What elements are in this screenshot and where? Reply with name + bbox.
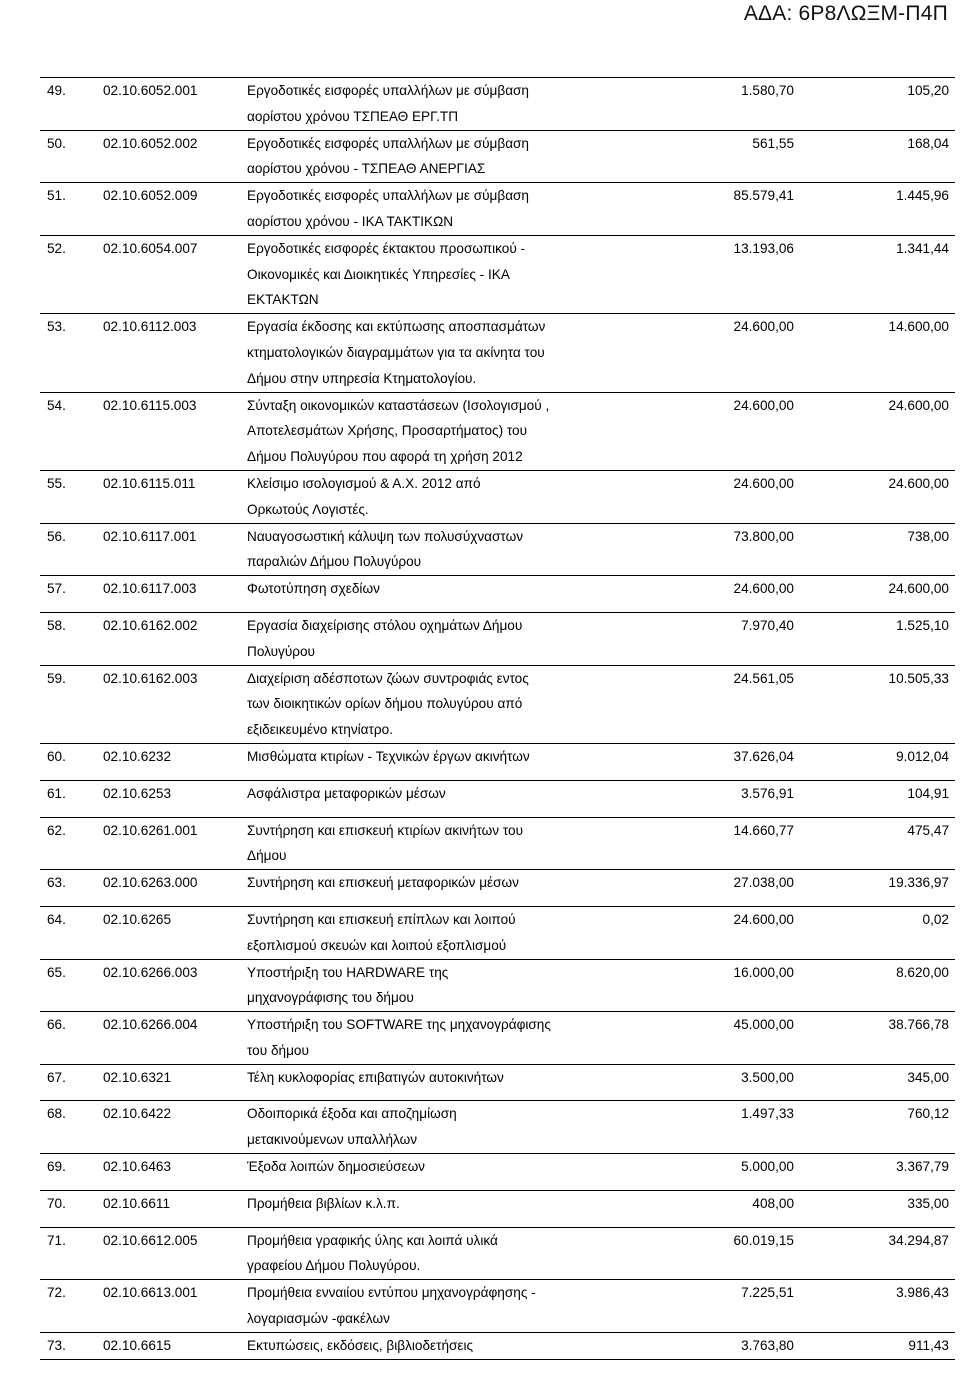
description-line: αορίστου χρόνου ΤΣΠΕΑΘ ΕΡΓ.ΤΠ <box>247 108 459 124</box>
description-line: Τέλη κυκλοφορίας επιβατιγών αυτοκινήτων <box>247 1069 504 1085</box>
description <box>247 907 650 959</box>
amount-budgeted: 73.800,00 <box>733 528 794 544</box>
amount-budgeted: 7.970,40 <box>741 617 794 633</box>
row-number: 72. <box>47 1285 66 1301</box>
description-line: Κλείσιμο ισολογισμού & Α.Χ. 2012 από <box>247 475 481 491</box>
description <box>247 1191 650 1217</box>
row-number: 61. <box>47 785 66 801</box>
description-line: Εργασία έκδοσης και εκτύπωσης αποσπασμάτων <box>247 319 546 335</box>
account-code: 02.10.6266.003 <box>103 964 198 980</box>
row-number: 59. <box>47 670 66 686</box>
table-row <box>40 1154 955 1191</box>
description <box>247 781 650 807</box>
amount-budgeted: 37.626,04 <box>733 748 794 764</box>
account-code: 02.10.6253 <box>103 785 172 801</box>
account-code: 02.10.6052.002 <box>103 135 198 151</box>
description-line: Εργοδοτικές εισφορές έκτακτου προσωπικού - <box>247 240 526 256</box>
amount-spent: 3.986,43 <box>896 1285 949 1301</box>
amount-budgeted: 45.000,00 <box>733 1017 794 1033</box>
description-line: Φωτοτύπηση σχεδίων <box>247 581 380 597</box>
amount-spent: 10.505,33 <box>888 670 949 686</box>
table-row <box>40 131 955 184</box>
amount-budgeted: 60.019,15 <box>733 1232 794 1248</box>
amount-spent: 760,12 <box>907 1106 949 1122</box>
description-line: Πολυγύρου <box>247 643 315 659</box>
description-line: Αποτελεσμάτων Χρήσης, Προσαρτήματος) του <box>247 423 528 439</box>
account-code: 02.10.6612.005 <box>103 1232 198 1248</box>
account-code: 02.10.6054.007 <box>103 240 198 256</box>
row-number: 56. <box>47 528 66 544</box>
description-line: ΕΚΤΑΚΤΩΝ <box>247 292 319 308</box>
description <box>247 1280 650 1332</box>
row-number: 62. <box>47 822 66 838</box>
amount-budgeted: 14.660,77 <box>733 822 794 838</box>
amount-spent: 24.600,00 <box>888 475 949 491</box>
description-line: Δήμου <box>247 848 287 864</box>
description-line: Υποστήριξη του HARDWARE της <box>247 964 449 980</box>
row-number: 52. <box>47 240 66 256</box>
amount-spent: 8.620,00 <box>896 964 949 980</box>
description <box>247 524 650 576</box>
amount-spent: 19.336,97 <box>888 875 949 891</box>
description-line: μετακινούμενων υπαλλήλων <box>247 1132 418 1148</box>
description <box>247 78 650 130</box>
description <box>247 236 650 313</box>
description <box>247 1065 650 1091</box>
description-line: Εργοδοτικές εισφορές υπαλλήλων με σύμβαση <box>247 188 529 204</box>
table-row <box>40 1333 955 1359</box>
table-row <box>40 183 955 236</box>
description-line: Μισθώματα κτιρίων - Τεχνικών έργων ακινήτων <box>247 748 530 764</box>
description-line: Έξοδα λοιπών δημοσιεύσεων <box>247 1159 425 1175</box>
amount-spent: 738,00 <box>907 528 949 544</box>
table-row <box>40 1065 955 1102</box>
description-line: Οδοιπορικά έξοδα και αποζημίωση <box>247 1106 457 1122</box>
amount-budgeted: 24.600,00 <box>733 475 794 491</box>
table-row <box>40 781 955 818</box>
description <box>247 613 650 665</box>
row-number: 51. <box>47 188 66 204</box>
description <box>247 818 650 870</box>
table-row <box>40 1101 955 1154</box>
description-line: Ασφάλιστρα μεταφορικών μέσων <box>247 785 446 801</box>
table-row <box>40 1191 955 1228</box>
description-line: αορίστου χρόνου - ΙΚΑ ΤΑΚΤΙΚΩΝ <box>247 213 454 229</box>
row-number: 65. <box>47 964 66 980</box>
description-line: εξιδεικευμένο κτηνίατρο. <box>247 722 393 738</box>
table-row <box>40 236 955 314</box>
description <box>247 131 650 183</box>
description-line: των διοικητικών ορίων δήμου πολυγύρου από <box>247 696 523 712</box>
amount-budgeted: 16.000,00 <box>733 964 794 980</box>
description-line: Εργοδοτικές εισφορές υπαλλήλων με σύμβαση <box>247 135 529 151</box>
row-number: 63. <box>47 875 66 891</box>
account-code: 02.10.6463 <box>103 1159 172 1175</box>
account-code: 02.10.6265 <box>103 911 172 927</box>
table-row <box>40 471 955 524</box>
row-number: 49. <box>47 83 66 98</box>
amount-budgeted: 3.500,00 <box>741 1069 794 1085</box>
description-line: Συντήρηση και επισκευή κτιρίων ακινήτων του <box>247 822 524 838</box>
row-number: 70. <box>47 1195 66 1211</box>
amount-spent: 3.367,79 <box>896 1159 949 1175</box>
account-code: 02.10.6115.011 <box>103 475 196 491</box>
amount-spent: 9.012,04 <box>896 748 949 764</box>
amount-budgeted: 24.600,00 <box>733 319 794 335</box>
account-code: 02.10.6162.003 <box>103 670 198 686</box>
row-number: 69. <box>47 1159 66 1175</box>
table-row <box>40 576 955 613</box>
description-line: Οικονομικές και Διοικητικές Υπηρεσίες - ΙΚΑ <box>247 266 510 282</box>
row-number: 68. <box>47 1106 66 1122</box>
amount-spent: 168,04 <box>907 135 949 151</box>
table-row <box>40 393 955 471</box>
table-row <box>40 524 955 577</box>
row-number: 66. <box>47 1017 66 1033</box>
amount-budgeted: 408,00 <box>752 1195 794 1211</box>
account-code: 02.10.6162.002 <box>103 617 198 633</box>
account-code: 02.10.6115.003 <box>103 397 197 413</box>
amount-budgeted: 1.497,33 <box>741 1106 794 1122</box>
description-line: μηχανογράφισης του δήμου <box>247 990 414 1006</box>
description <box>247 666 650 743</box>
description-line: Προμήθεια γραφικής ύλης και λοιπά υλικά <box>247 1232 498 1248</box>
account-code: 02.10.6321 <box>103 1069 172 1085</box>
description <box>247 870 650 896</box>
amount-spent: 0,02 <box>922 911 949 927</box>
description <box>247 183 650 235</box>
row-number: 57. <box>47 581 66 597</box>
description-line: του δήμου <box>247 1042 309 1058</box>
description-line: Προμήθεια ενναιίου εντύπου μηχανογράφησης - <box>247 1285 536 1301</box>
account-code: 02.10.6117.003 <box>103 581 197 597</box>
description-line: Συντήρηση και επισκευή επίπλων και λοιπού <box>247 911 516 927</box>
amount-spent: 14.600,00 <box>888 319 949 335</box>
table-row <box>40 744 955 781</box>
row-number: 54. <box>47 397 66 413</box>
description-line: Δήμου Πολυγύρου που αφορά τη χρήση 2012 <box>247 449 523 465</box>
amount-budgeted: 3.763,80 <box>741 1337 794 1353</box>
description <box>247 1154 650 1180</box>
amount-budgeted: 561,55 <box>752 135 794 151</box>
amount-budgeted: 3.576,91 <box>741 785 794 801</box>
amount-spent: 38.766,78 <box>888 1017 949 1033</box>
description-line: Ορκωτούς Λογιστές. <box>247 501 369 517</box>
description <box>247 576 650 602</box>
description-line: Συντήρηση και επισκευή μεταφορικών μέσων <box>247 875 519 891</box>
table-row <box>40 1280 955 1333</box>
row-number: 60. <box>47 748 66 764</box>
amount-spent: 475,47 <box>907 822 949 838</box>
account-code: 02.10.6052.009 <box>103 188 198 204</box>
amount-budgeted: 7.225,51 <box>741 1285 794 1301</box>
amount-budgeted: 85.579,41 <box>733 188 794 204</box>
description <box>247 960 650 1012</box>
table-row <box>40 666 955 744</box>
description-line: αορίστου χρόνου - ΤΣΠΕΑΘ ΑΝΕΡΓΙΑΣ <box>247 161 486 177</box>
amount-budgeted: 1.580,70 <box>741 83 794 98</box>
amount-budgeted: 24.561,05 <box>733 670 794 686</box>
description-line: Εργοδοτικές εισφορές υπαλλήλων με σύμβαση <box>247 83 529 98</box>
description-line: Προμήθεια βιβλίων κ.λ.π. <box>247 1195 400 1211</box>
description-line: Εκτυπώσεις, εκδόσεις, βιβλιοδετήσεις <box>247 1337 474 1353</box>
description <box>247 393 650 470</box>
amount-spent: 1.445,96 <box>896 188 949 204</box>
amount-budgeted: 24.600,00 <box>733 581 794 597</box>
description <box>247 744 650 770</box>
amount-spent: 24.600,00 <box>888 581 949 597</box>
description <box>247 471 650 523</box>
table-row <box>40 314 955 392</box>
table-row <box>40 1228 955 1281</box>
description-line: παραλιών Δήμου Πολυγύρου <box>247 554 422 570</box>
account-code: 02.10.6422 <box>103 1106 172 1122</box>
amount-spent: 1.525,10 <box>896 617 949 633</box>
account-code: 02.10.6052.001 <box>103 83 198 98</box>
account-code: 02.10.6117.001 <box>103 528 197 544</box>
budget-table <box>40 77 955 1360</box>
table-row <box>40 1012 955 1065</box>
amount-spent: 104,91 <box>907 785 949 801</box>
amount-spent: 335,00 <box>907 1195 949 1211</box>
amount-budgeted: 13.193,06 <box>733 240 794 256</box>
description-line: εξοπλισμού σκευών και λοιπού εξοπλισμού <box>247 937 507 953</box>
description <box>247 1012 650 1064</box>
amount-spent: 105,20 <box>907 83 949 98</box>
description-line: Διαχείριση αδέσποτων ζώων συντροφιάς εντος <box>247 670 529 686</box>
row-number: 64. <box>47 911 66 927</box>
account-code: 02.10.6613.001 <box>103 1285 198 1301</box>
row-number: 67. <box>47 1069 66 1085</box>
amount-budgeted: 27.038,00 <box>733 875 794 891</box>
account-code: 02.10.6261.001 <box>103 822 198 838</box>
description-line: Υποστήριξη του SOFTWARE της μηχανογράφισης <box>247 1017 551 1033</box>
description <box>247 1333 650 1359</box>
document-ada-code: ΑΔΑ: 6Ρ8ΛΩΞΜ-Π4Π <box>743 2 948 25</box>
amount-budgeted: 5.000,00 <box>741 1159 794 1175</box>
account-code: 02.10.6615 <box>103 1337 172 1353</box>
description-line: γραφείου Δήμου Πολυγύρου. <box>247 1258 421 1274</box>
account-code: 02.10.6611 <box>103 1195 171 1211</box>
description <box>247 1228 650 1280</box>
amount-spent: 345,00 <box>907 1069 949 1085</box>
account-code: 02.10.6266.004 <box>103 1017 198 1033</box>
description-line: λογαριασμών -φακέλων <box>247 1311 390 1327</box>
table-row <box>40 870 955 907</box>
description-line: κτηματολογικών διαγραμμάτων για τα ακίνητα του <box>247 344 545 360</box>
amount-budgeted: 24.600,00 <box>733 911 794 927</box>
account-code: 02.10.6263.000 <box>103 875 198 891</box>
table-row <box>40 78 955 131</box>
row-number: 73. <box>47 1337 66 1353</box>
table-row <box>40 907 955 960</box>
account-code: 02.10.6232 <box>103 748 172 764</box>
amount-spent: 1.341,44 <box>896 240 949 256</box>
amount-spent: 24.600,00 <box>888 397 949 413</box>
row-number: 50. <box>47 135 66 151</box>
table-row <box>40 818 955 871</box>
account-code: 02.10.6112.003 <box>103 319 197 335</box>
table-row <box>40 960 955 1013</box>
description <box>247 314 650 391</box>
description <box>247 1101 650 1153</box>
description-line: Δήμου στην υπηρεσία Κτηματολογίου. <box>247 370 477 386</box>
description-line: Εργασία διαχείρισης στόλου οχημάτων Δήμου <box>247 617 523 633</box>
description-line: Ναυαγοσωστική κάλυψη των πολυσύχναστων <box>247 528 524 544</box>
row-number: 53. <box>47 319 66 335</box>
amount-spent: 34.294,87 <box>888 1232 949 1248</box>
amount-spent: 911,43 <box>908 1337 949 1353</box>
description-line: Σύνταξη οικονομικών καταστάσεων (Ισολογισμού , <box>247 397 550 413</box>
row-number: 58. <box>47 617 66 633</box>
row-number: 55. <box>47 475 66 491</box>
row-number: 71. <box>47 1232 66 1248</box>
amount-budgeted: 24.600,00 <box>733 397 794 413</box>
table-row <box>40 613 955 666</box>
